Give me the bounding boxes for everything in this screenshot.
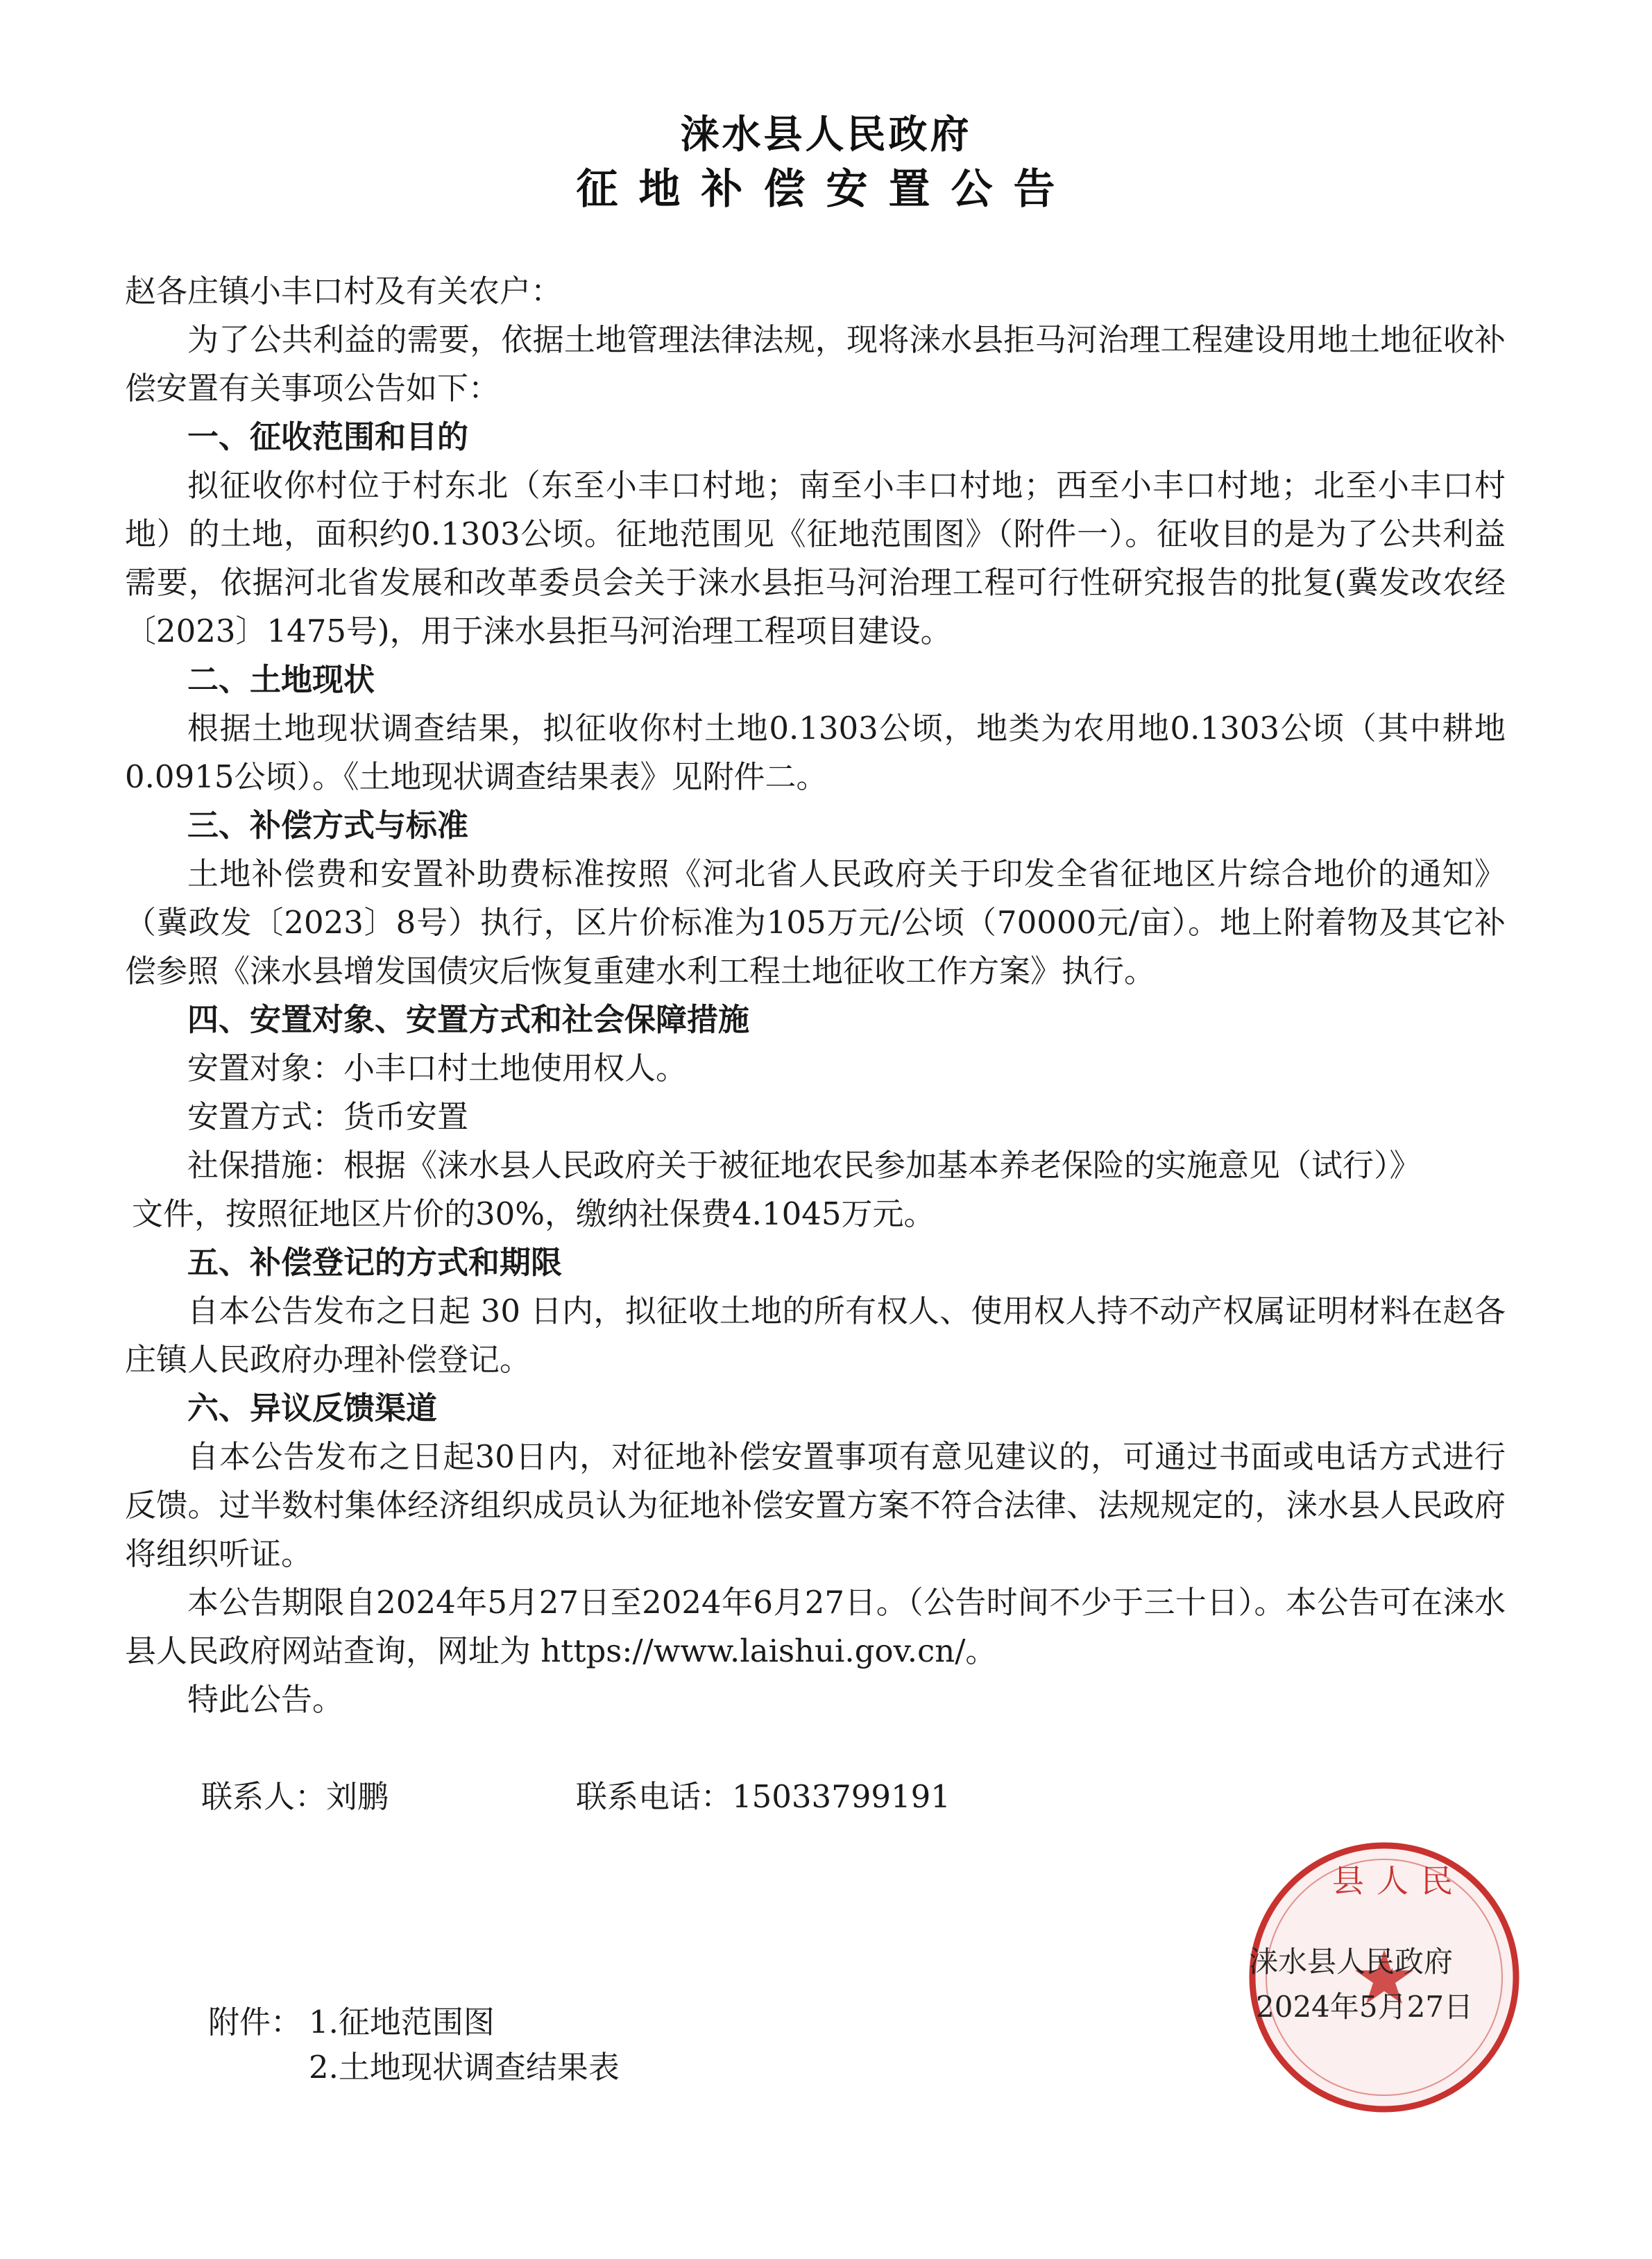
attachment-item: 2.土地现状调查结果表	[309, 2049, 620, 2086]
section-2-heading: 二、土地现状	[187, 661, 375, 698]
org-title: 涞水县人民政府	[680, 112, 972, 157]
contact-person: 联系人：刘鹏	[201, 1778, 389, 1815]
section-5-body: 自本公告发布之日起 30 日内，拟征收土地的所有权人、使用权人持不动产权属证明材料在赵各庄镇人民政府办理补偿登记。	[125, 1293, 1506, 1378]
official-seal	[1242, 1835, 1526, 2120]
section-2-body: 根据土地现状调查结果，拟征收你村土地0.1303公顷，地类为农用地0.1303公顷（其中耕地0.0915公顷）。《土地现状调查结果表》见附件二。	[125, 710, 1506, 795]
attachment-item: 1.征地范围图	[309, 2004, 495, 2040]
section-3-body: 土地补偿费和安置补助费标准按照《河北省人民政府关于印发全省征地区片综合地价的通知》（冀政发〔2023〕8号）执行，区片价标准为105万元/公顷（70000元/亩）。地上附着物及其它补偿参照《涞水县增发国债灾后恢复重建水利工程土地征收工作方案》执行。	[125, 855, 1506, 989]
section-3-heading: 三、补偿方式与标准	[187, 807, 469, 844]
notice-period: 本公告期限自2024年5月27日至2024年6月27日。（公告时间不少于三十日）。本公告可在涞水县人民政府网站查询，网址为 https://www.laishui.gov.cn/。	[125, 1584, 1506, 1669]
placement-target: 安置对象：小丰口村土地使用权人。	[187, 1050, 688, 1086]
intro-paragraph: 为了公共利益的需要，依据土地管理法律法规，现将涞水县拒马河治理工程建设用地土地征收补偿安置有关事项公告如下：	[125, 321, 1506, 407]
placement-method: 安置方式：货币安置	[187, 1098, 469, 1135]
seal-org-name: 涞水县人民政府	[1249, 1945, 1454, 1979]
page-title: 征地补偿安置公告	[576, 165, 1076, 214]
section-4-heading: 四、安置对象、安置方式和社会保障措施	[187, 1001, 750, 1038]
social-security-detail: 文件，按照征地区片价的30%，缴纳社保费4.1045万元。	[132, 1195, 935, 1232]
seal-date: 2024年5月27日	[1256, 1990, 1474, 2024]
section-1-body: 拟征收你村位于村东北（东至小丰口村地；南至小丰口村地；西至小丰口村地；北至小丰口村地）的土地，面积约0.1303公顷。征地范围见《征地范围图》（附件一）。征收目的是为了公共利益需要，依据河北省发展和改革委员会关于涞水县拒马河治理工程可行性研究报告的批复(冀发改农经〔2023〕1475号)，用于涞水县拒马河治理工程项目建设。	[125, 467, 1506, 649]
salutation: 赵各庄镇小丰口村及有关农户：	[125, 273, 563, 309]
seal-ring-text: 县人民	[1332, 1862, 1465, 1900]
section-1-heading: 一、征收范围和目的	[187, 418, 469, 455]
closing: 特此公告。	[187, 1681, 344, 1718]
attachments-label: 附件：	[208, 2004, 303, 2040]
section-5-heading: 五、补偿登记的方式和期限	[187, 1244, 563, 1281]
section-6-body: 自本公告发布之日起30日内，对征地补偿安置事项有意见建议的，可通过书面或电话方式进行反馈。过半数村集体经济组织成员认为征地补偿安置方案不符合法律、法规规定的，涞水县人民政府将组织听证。	[125, 1438, 1506, 1572]
contact-phone: 联系电话：15033799191	[576, 1778, 951, 1815]
section-6-heading: 六、异议反馈渠道	[187, 1390, 438, 1426]
social-security-measures: 社保措施：根据《涞水县人民政府关于被征地农民参加基本养老保险的实施意见（试行）》	[187, 1147, 1421, 1184]
